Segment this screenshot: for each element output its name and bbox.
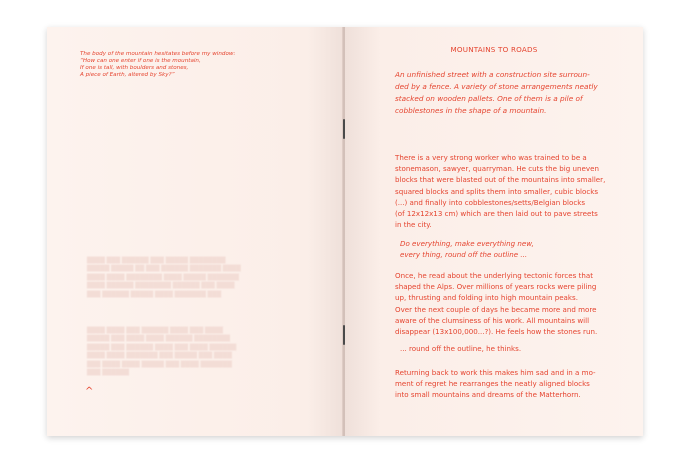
body-line: squared blocks and splits them into smaller, cubic blocks — [395, 186, 599, 196]
body-line: ... round off the outline, he thinks. — [400, 344, 522, 353]
body-line: up, thrusting and folding into high mountain peaks. — [395, 293, 578, 303]
intro-line: ded by a fence. A variety of stone arrangements neatly — [395, 82, 598, 91]
body-line: Returning back to work this makes him sad and in a mo- — [395, 368, 596, 377]
body-paragraph-4 — [395, 367, 615, 401]
body-line: aware of the clumsiness of his work. All mountains will — [395, 315, 590, 325]
epigraph-line: A piece of Earth, altered by Sky?” — [80, 72, 175, 78]
intro-line: stacked on wooden pallets. One of them is a pile of — [395, 94, 583, 103]
body-paragraph-2 — [395, 270, 615, 337]
chapter-title: MOUNTAINS TO ROADS — [450, 45, 538, 54]
intro-line: An unfinished street with a construction site surroun- — [395, 70, 590, 79]
epigraph-line: If one is tall, with boulders and stones, — [80, 65, 189, 71]
quote-line: Do everything, make everything new, — [400, 239, 534, 248]
right-page — [345, 27, 643, 436]
body-line: in the city. — [395, 220, 432, 230]
open-booklet — [47, 27, 643, 436]
quote — [395, 238, 615, 260]
body-line: into small mountains and dreams of the Matterhorn. — [395, 390, 581, 400]
body-line: stonemason, sawyer, quarryman. He cuts the big uneven — [395, 164, 599, 174]
body-paragraph-1 — [395, 152, 615, 230]
body-line: There is a very strong worker who was trained to be a — [395, 153, 587, 162]
quote-line: every thing, round off the outline ... — [400, 250, 528, 260]
body-line: Once, he read about the underlying tectonic forces that — [395, 271, 593, 280]
epigraph-line: “How can one enter if one is the mountain, — [80, 58, 201, 64]
body-line: ment of regret he rearranges the neatly aligned blocks — [395, 379, 590, 389]
body-paragraph-3 — [395, 343, 615, 354]
left-page — [47, 27, 343, 436]
body-line: shaped the Alps. Over millions of years rocks were piling — [395, 282, 597, 292]
body-line: Over the next couple of days he became more and more — [395, 304, 597, 314]
page-marker: ^ — [85, 386, 94, 397]
body-line: blocks that were blasted out of the mountains into smaller, — [395, 175, 606, 185]
show-through-text: ████ ████ ███ ██████ ████ ███ ████ █████ ███ ████ ████ ██████ ████████ █████ ███ ██████ ████ ███ ████ ██████ ████ ████ ███████ ███ █████ ███ ████ ███ ████ ████ █████ ███ ████ ███████ ███ ██████ — [87, 328, 237, 377]
intro-paragraph — [395, 69, 605, 117]
epigraph — [80, 51, 300, 79]
body-line: (of 12x12x13 cm) which are then laid out to pave streets — [395, 209, 598, 219]
intro-line: cobblestones in the shape of a mountain. — [395, 106, 547, 115]
epigraph-line: The body of the mountain hesitates before my window: — [80, 51, 236, 57]
body-line: (...) and finally into cobblestones/setts/Belgian blocks — [395, 197, 586, 207]
body-line: disappear (13x100,000...?). He feels how the stones run. — [395, 327, 598, 337]
show-through-text: ████ ███ ██████ ███ █████ ████████ █████ █████ ██ ███ ██████ ███████ ████ ████ ████ ████████ ████ █████ ███████ ████ ██████ ████████ ██████ ███ ████ ███ ██████ █████ ████ ███████ ███ — [87, 258, 241, 298]
